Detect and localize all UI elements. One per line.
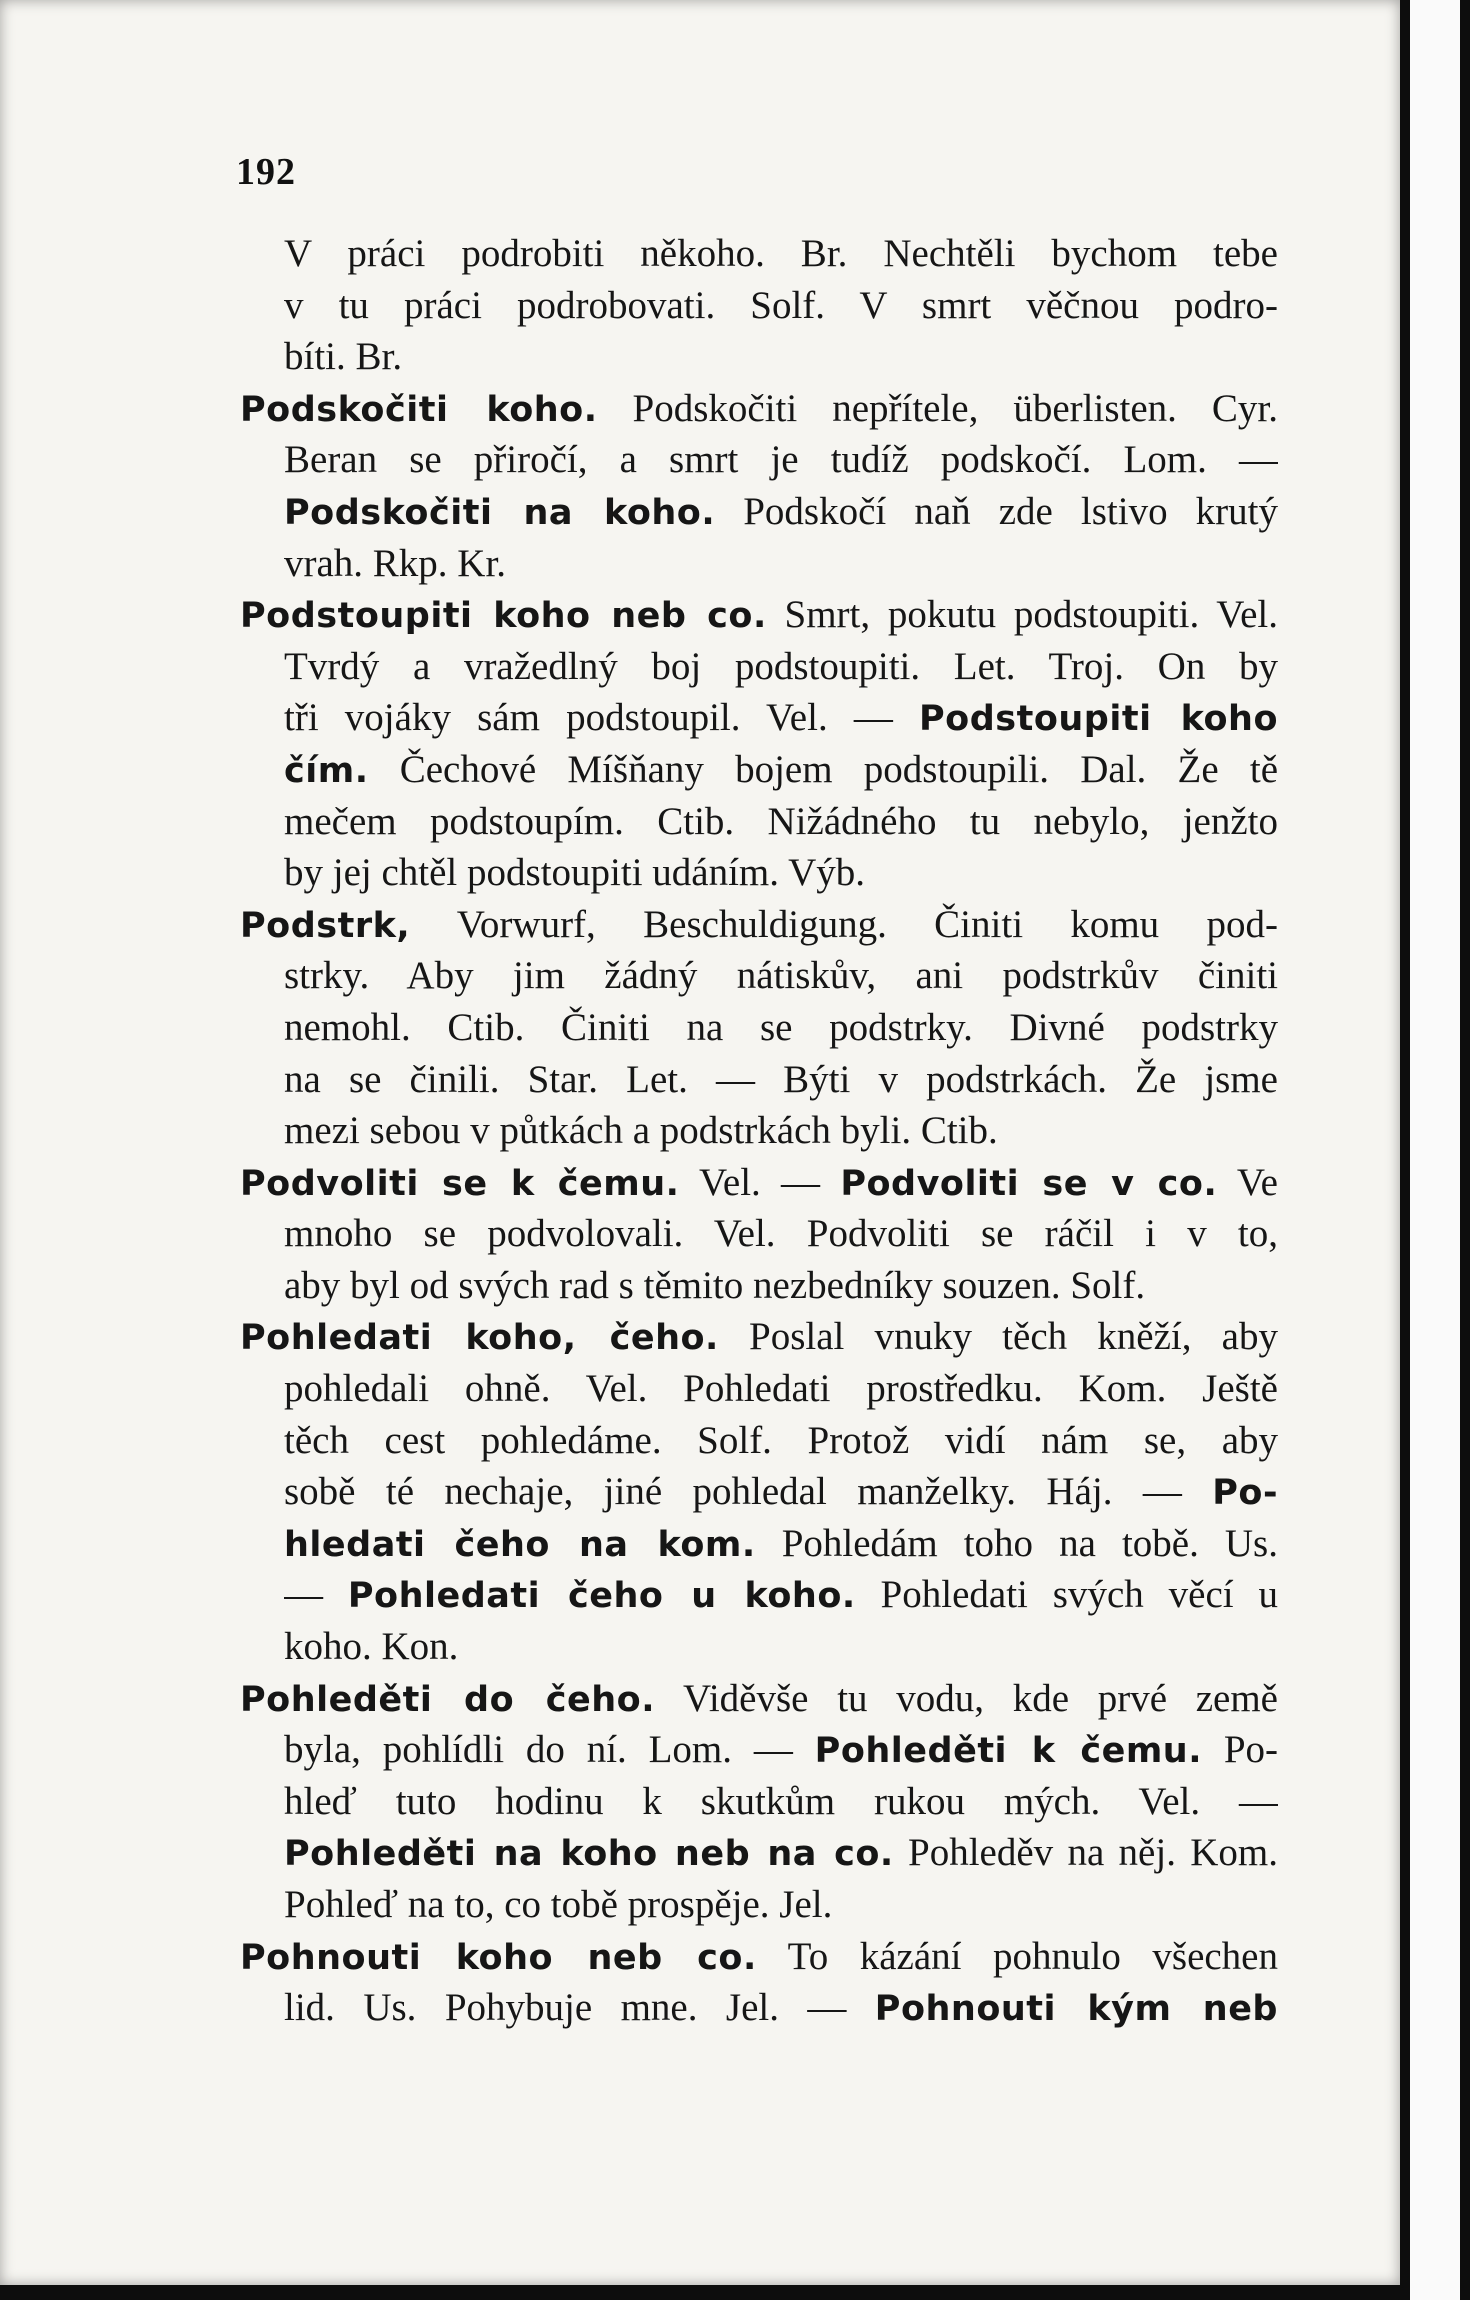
text-line	[284, 1724, 1278, 1776]
text-run: aby byl od svých rad s těmito nezbedníky souzen. Solf.	[284, 1263, 1146, 1307]
text-line	[284, 847, 1278, 899]
adjacent-page-edge	[1400, 0, 1470, 2300]
text-run: Vel. —	[679, 1160, 841, 1204]
text-run: nemohl. Ctib. Činiti na se podstrky. Divné podstrky	[284, 1005, 1278, 1049]
text-run: Po-	[1202, 1728, 1278, 1772]
scan-border	[0, 2285, 1400, 2300]
text-run: Pohleděv na něj. Kom.	[893, 1831, 1278, 1875]
headword: Pohleděti k čemu.	[814, 1731, 1202, 1772]
text-run: Smrt, pokutu podstoupiti. Vel.	[766, 593, 1278, 637]
headword: Podskočiti koho.	[240, 389, 598, 430]
headword: Podstoupiti koho neb co.	[240, 596, 767, 637]
text-run: těch cest pohledáme. Solf. Protož vidí nám se, aby	[284, 1418, 1278, 1462]
entry-headword-line	[240, 1311, 1278, 1363]
text-run: mečem podstoupím. Ctib. Nižádného tu nebylo, jenžto	[284, 799, 1278, 843]
headword: Pohleděti do čeho.	[240, 1679, 656, 1720]
entry-headword-line	[240, 1931, 1278, 1983]
text-line	[284, 1363, 1278, 1415]
headword: hledati čeho na kom.	[284, 1524, 756, 1565]
text-line	[284, 1569, 1278, 1621]
text-run: by jej chtěl podstoupiti udáním. Výb.	[284, 851, 865, 895]
text-run: tři vojáky sám podstoupil. Vel. —	[284, 696, 920, 740]
text-run: Beran se přiročí, a smrt je tudíž podskočí. Lom. —	[284, 438, 1278, 482]
headword: Po-	[1212, 1473, 1278, 1514]
text-line	[284, 228, 1278, 280]
text-line	[284, 280, 1278, 332]
headword: Podstoupiti koho	[919, 699, 1278, 740]
text-line	[284, 1879, 1278, 1931]
text-run: vrah. Rkp. Kr.	[284, 541, 507, 585]
text-run: strky. Aby jim žádný nátiskův, ani podstrkův činiti	[284, 954, 1278, 998]
text-line	[284, 1002, 1278, 1054]
text-run: koho. Kon.	[284, 1625, 459, 1669]
text-line	[284, 1518, 1278, 1570]
text-run: bíti. Br.	[284, 335, 403, 379]
text-run: na se činili. Star. Let. — Býti v podstrkách. Že jsme	[284, 1057, 1278, 1101]
text-run: V práci podrobiti někoho. Br. Nechtěli bychom tebe	[284, 232, 1278, 275]
text-line	[284, 1208, 1278, 1260]
text-run: Pohleď na to, co tobě prospěje. Jel.	[284, 1883, 833, 1926]
text-line	[284, 1415, 1278, 1467]
entry-headword-line	[240, 383, 1278, 435]
headword: Pohleděti na koho neb na co.	[284, 1834, 894, 1875]
text-run: pohledali ohně. Vel. Pohledati prostředku. Kom. Ještě	[284, 1367, 1278, 1411]
headword: Pohledati čeho u koho.	[347, 1576, 856, 1617]
text-run: byla, pohlídli do ní. Lom. —	[284, 1728, 815, 1772]
text-run: —	[284, 1573, 348, 1617]
text-line	[284, 1105, 1278, 1157]
text-line	[284, 1982, 1278, 2034]
text-run: To kázání pohnulo všechen	[756, 1934, 1278, 1978]
text-line	[284, 950, 1278, 1002]
headword: Pohnouti koho neb co.	[240, 1937, 757, 1978]
text-run: mnoho se podvolovali. Vel. Podvoliti se ráčil i v to,	[284, 1212, 1278, 1256]
text-line	[284, 1827, 1278, 1879]
headword: Podvoliti se v co.	[840, 1163, 1218, 1204]
headword: Pohledati koho, čeho.	[240, 1318, 719, 1359]
text-run: Viděvše tu vodu, kde prvé země	[655, 1676, 1278, 1720]
page-number: 192	[236, 151, 296, 193]
text-line	[284, 1054, 1278, 1106]
text-line	[284, 796, 1278, 848]
headword: Pohnouti kým neb	[874, 1989, 1278, 2030]
text-line	[284, 486, 1278, 538]
entry-headword-line	[240, 1157, 1278, 1209]
text-run: sobě té nechaje, jiné pohledal manželky. Háj. —	[284, 1470, 1213, 1514]
text-line	[284, 1621, 1278, 1673]
dictionary-text	[240, 228, 1278, 2034]
text-run: Čechové Míšňany bojem podstoupili. Dal. Že tě	[368, 747, 1278, 791]
text-line	[284, 434, 1278, 486]
text-line	[284, 641, 1278, 693]
text-run: Ve	[1217, 1160, 1278, 1204]
headword: Podskočiti na koho.	[284, 492, 716, 533]
text-run: v tu práci podrobovati. Solf. V smrt věčnou podro-	[284, 283, 1278, 327]
text-run: lid. Us. Pohybuje mne. Jel. —	[284, 1986, 875, 2030]
text-run: Pohledám toho na tobě. Us.	[755, 1521, 1278, 1565]
entry-headword-line	[240, 1673, 1278, 1725]
text-run: Vorwurf, Beschuldigung. Činiti komu pod-	[410, 902, 1278, 946]
text-line	[284, 744, 1278, 796]
text-run: Poslal vnuky těch kněží, aby	[718, 1315, 1278, 1359]
text-run: mezi sebou v půtkách a podstrkách byli. Ctib.	[284, 1109, 998, 1153]
text-line	[284, 331, 1278, 383]
text-line	[284, 1776, 1278, 1828]
text-run: Tvrdý a vražedlný boj podstoupiti. Let. Troj. On by	[284, 644, 1278, 688]
text-run: Pohledati svých věcí u	[855, 1573, 1278, 1617]
text-line	[284, 1466, 1278, 1518]
entry-headword-line	[240, 899, 1278, 951]
entry-headword-line	[240, 589, 1278, 641]
text-line	[284, 1260, 1278, 1312]
headword: čím.	[284, 750, 369, 791]
text-line	[284, 692, 1278, 744]
text-run: hleď tuto hodinu k skutkům rukou mých. Vel. —	[284, 1779, 1278, 1823]
headword: Podvoliti se k čemu.	[240, 1163, 680, 1204]
text-run: Podskočiti nepřítele, überlisten. Cyr.	[597, 386, 1278, 430]
text-line	[284, 538, 1278, 590]
text-run: Podskočí naň zde lstivo krutý	[715, 489, 1278, 533]
headword: Podstrk,	[240, 905, 411, 946]
